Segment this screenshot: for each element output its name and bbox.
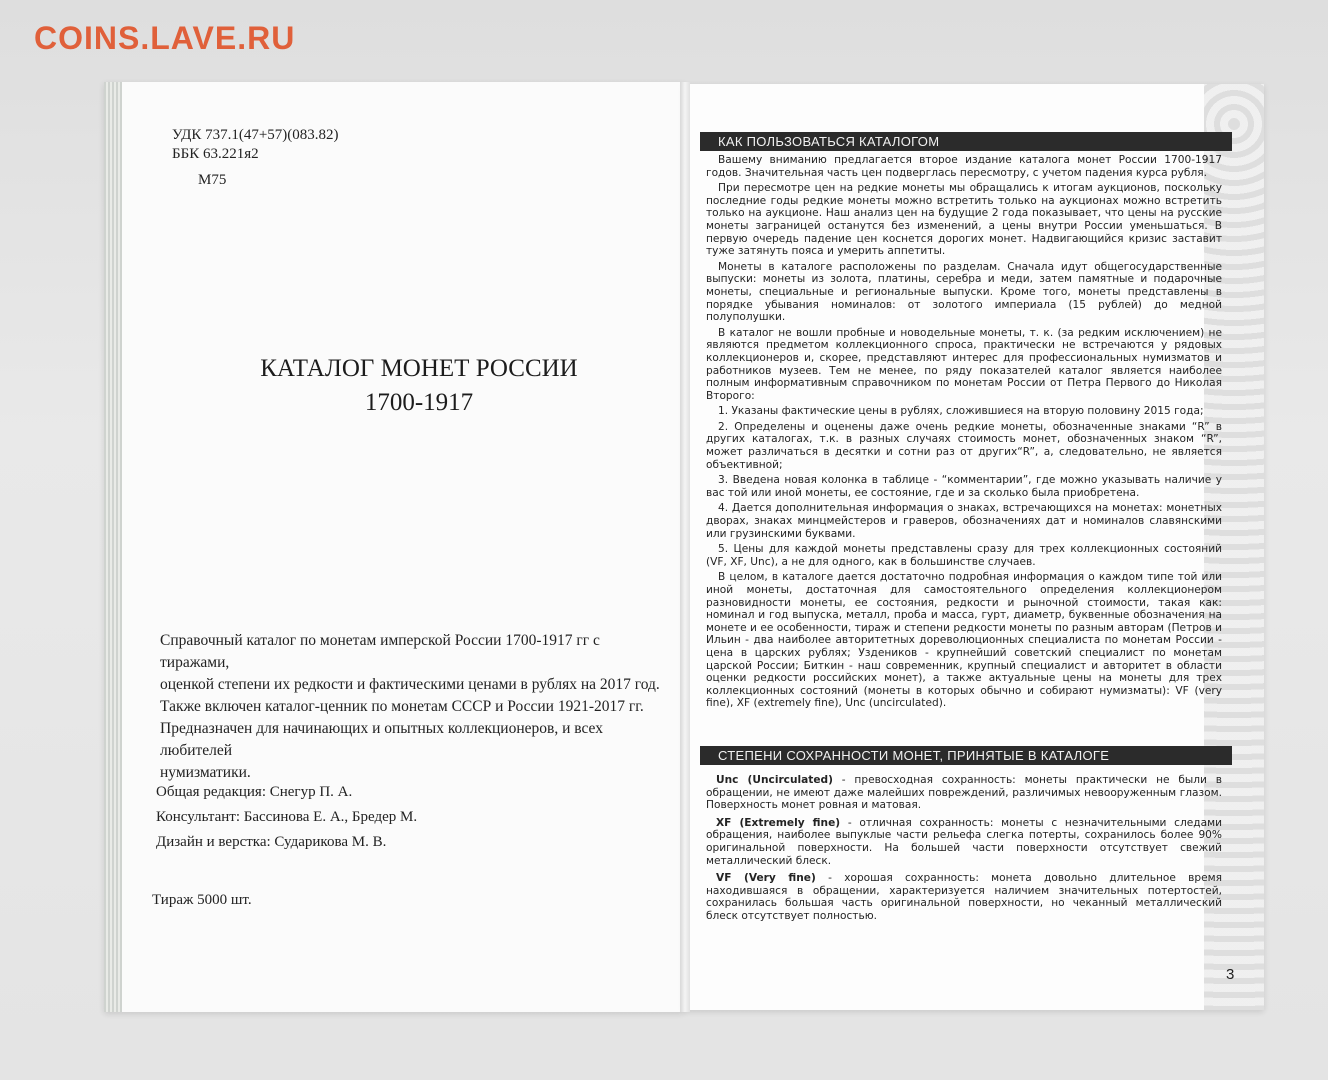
annotation-line: Также включен каталог-ценник по монетам СССР и России 1921-2017 гг. [160, 698, 644, 715]
paragraph: В каталог не вошли пробные и новодельные монеты, т. к. (за редким исключением) не являются предметом коллекционного спроса, практически не встречаются у рядовых коллекционеров и, скорее, представляют интерес для профессиональных нумизматов и работников музеев. Тем не менее, по ряду показателей каталог является наиболее полным информативным справочником по монетам России от Петра Первого до Николая Второго: [706, 326, 1222, 402]
annotation-line: Справочный каталог по монетам имперской России 1700-1917 гг с тиражами, [160, 632, 600, 671]
grade-term: XF (Extremely fine) [716, 816, 841, 829]
paragraph: 1. Указаны фактические цены в рублях, сложившиеся на вторую половину 2015 года; [718, 405, 1204, 418]
bbk-code: ББК 63.221я2 [172, 146, 259, 162]
annotation-line: Предназначен для начинающих и опытных коллекционеров, и всех любителей [160, 720, 603, 759]
annotation-line: нумизматики. [160, 764, 251, 781]
paragraph: При пересмотре цен на редкие монеты мы обращались к итогам аукционов, поскольку последние годы редкие монеты можно встретить только на аукционах можно встретить только на аукционе. Наш анализ цен на будущие 2 года показывает, что цены на русские монеты заграницей останутся без изменений, а цены внутри России уменьшаться. В первую очередь падение цен коснется дорогих монет. Надвигающийся кризис заставит туже затянуть пояса и умерить аппетиты. [706, 182, 1222, 258]
grade-unc [706, 774, 1222, 812]
grade-description: - хорошая сохранность: монета довольно длительное время находившаяся в обращении, характеризуется наличием значительных потертостей, сохранилась большая часть оригинальной поверхности, но чеканный металлический блеск отсутствует полностью. [706, 872, 1222, 922]
book-gutter [680, 82, 690, 1012]
left-page [104, 82, 684, 1012]
grade-vf [706, 872, 1222, 922]
page-number: 3 [1226, 966, 1235, 983]
credit-editor: Общая редакция: Снегур П. А. [156, 784, 353, 800]
paragraph: Монеты в каталоге расположены по разделам. Сначала идут общегосударственные выпуски: монеты из золота, платины, серебра и меди, затем памятные и подарочные монеты, специальные и региональные выпуски. Кроме того, монеты представлены в порядке убывания номиналов: от золотого империала (15 рублей) до медной полуполушки. [706, 260, 1222, 324]
title-line-2: 1700-1917 [364, 389, 474, 416]
title-line-1: КАТАЛОГ МОНЕТ РОССИИ [260, 355, 578, 382]
credit-design: Дизайн и верстка: Сударикова М. В. [156, 834, 387, 850]
watermark: COINS.LAVE.RU [34, 20, 296, 56]
annotation-line: оценкой степени их редкости и фактическими ценами в рублях на 2017 год. [160, 676, 660, 693]
grade-description: - отличная сохранность: монеты с незначительными следами обращения, наиболее выпуклые части рельефа слегка потерты, сохранилось более 90% оригинальной поверхности. На большей части поверхности отсутствует свежий металлический блеск. [706, 816, 1222, 867]
grade-term: Unc (Uncirculated) [716, 774, 833, 786]
grade-description: - превосходная сохранность: монеты практически не были в обращении, не имеют даже малейших повреждений, различимых невооруженным глазом. Поверхность монет ровная и матовая. [706, 774, 1222, 812]
udk-code: УДК 737.1(47+57)(083.82) [172, 127, 339, 143]
how-to-use-text [706, 154, 1222, 713]
page-edge [104, 82, 122, 1012]
paragraph: 3. Введена новая колонка в таблице - “комментарии”, где можно указывать наличие у вас той или иной монеты, ее состояние, где и за сколько была приобретена. [706, 474, 1222, 499]
paragraph: В целом, в каталоге дается достаточно подробная информация о каждом типе той или иной монеты, достаточная для самостоятельного определения коллекционером разновидности монеты, ее состояния, редкости и рыночной стоимости, такая как: номинал и год выпуска, металл, проба и масса, гурт, диаметр, буквенные обозначения на монете и ее особенности, тираж и степени редкости монеты по разным авторам (Петров и Ильин - два наиболее авторитетных дореволюционных специалиста по монетам России - цена в царских рублях; Уздеников - крупнейший советский специалист по монетам царской России; Биткин - наш современник, крупный специалист и авторитет в области оценки редкости российских монет), а также актуальные цены на монеты для трех коллекционных состояний (монеты в которых обычно и собирают нумизматы): VF (very fine), XF (extremely fine), Unc (uncirculated). [706, 571, 1222, 710]
book-title [204, 352, 634, 420]
grades-text [706, 774, 1222, 928]
classification-codes [172, 126, 339, 164]
credits [156, 780, 417, 855]
paragraph: 5. Цены для каждой монеты представлены сразу для трех коллекционных состояний (VF, XF, Unc), а не для одного, как в большинстве случаев. [706, 543, 1222, 568]
paragraph: 2. Определены и оценены даже очень редкие монеты, обозначенные знаками “R” в других каталогах, т.к. в разных случаях стоимость монет, обозначенных знаком “R”, может различаться в десятки и сотни раз от других“R”, а, следовательно, не является объективной; [706, 420, 1222, 471]
paragraph: 4. Дается дополнительная информация о знаках, встречающихся на монетах: монетных дворах, знаках минцмейстеров и граверов, обозначениях дат и номиналов славянскими или грузинскими буквами. [706, 502, 1222, 540]
grade-term: VF (Very fine) [716, 872, 816, 885]
paragraph: Вашему вниманию предлагается второе издание каталога монет России 1700-1917 годов. Значительная часть цен подверглась пересмотру, с учетом падения курса рубля. [706, 154, 1222, 179]
author-mark: М75 [198, 172, 227, 188]
section-heading-grades: СТЕПЕНИ СОХРАННОСТИ МОНЕТ, ПРИНЯТЫЕ В КАТАЛОГЕ [700, 746, 1232, 765]
annotation [160, 630, 670, 784]
print-run: Тираж 5000 шт. [152, 892, 252, 908]
credit-consultant: Консультант: Бассинова Е. А., Бредер М. [156, 809, 418, 825]
section-heading-how-to-use: КАК ПОЛЬЗОВАТЬСЯ КАТАЛОГОМ [700, 132, 1232, 151]
grade-xf [706, 817, 1222, 867]
